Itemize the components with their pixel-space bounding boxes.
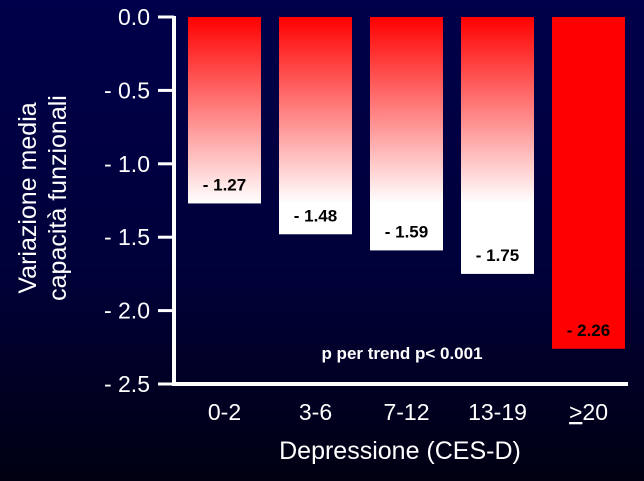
x-tick-label-3: 7-12: [383, 399, 430, 425]
y-tick-label-2: - 0.5: [103, 77, 150, 104]
bar-4: [461, 17, 534, 274]
x-tick-label-5: >20: [568, 399, 609, 425]
x-tick-label-4: 13-19: [468, 399, 527, 425]
x-axis-title: Depressione (CES-D): [279, 437, 521, 465]
y-tick-label-4: - 1.5: [103, 224, 150, 251]
bar-value-label-4: - 1.75: [475, 245, 520, 265]
y-axis-title-line-2: capacità funzionali: [44, 95, 72, 301]
bar-5: [552, 17, 625, 349]
bar-value-label-1: - 1.27: [202, 175, 247, 195]
x-tick-label-1: 0-2: [207, 399, 242, 425]
bar-value-label-3: - 1.59: [384, 222, 429, 242]
x-tick-label-2: 3-6: [298, 399, 333, 425]
bar-value-label-5: - 2.26: [566, 320, 611, 340]
bars-layer: [188, 17, 625, 349]
y-tick-label-3: - 1.0: [103, 150, 150, 177]
y-tick-label-1: 0.0: [118, 4, 150, 30]
bar-value-label-2: - 1.48: [293, 206, 338, 226]
y-tick-label-5: - 2.0: [103, 297, 150, 324]
y-tick-label-6: - 2.5: [103, 371, 150, 397]
y-axis-title-line-1: Variazione media: [14, 102, 42, 294]
p-trend-annotation: p per trend p< 0.001: [321, 344, 483, 363]
bar-3: [370, 17, 443, 250]
bar-2: [279, 17, 352, 234]
